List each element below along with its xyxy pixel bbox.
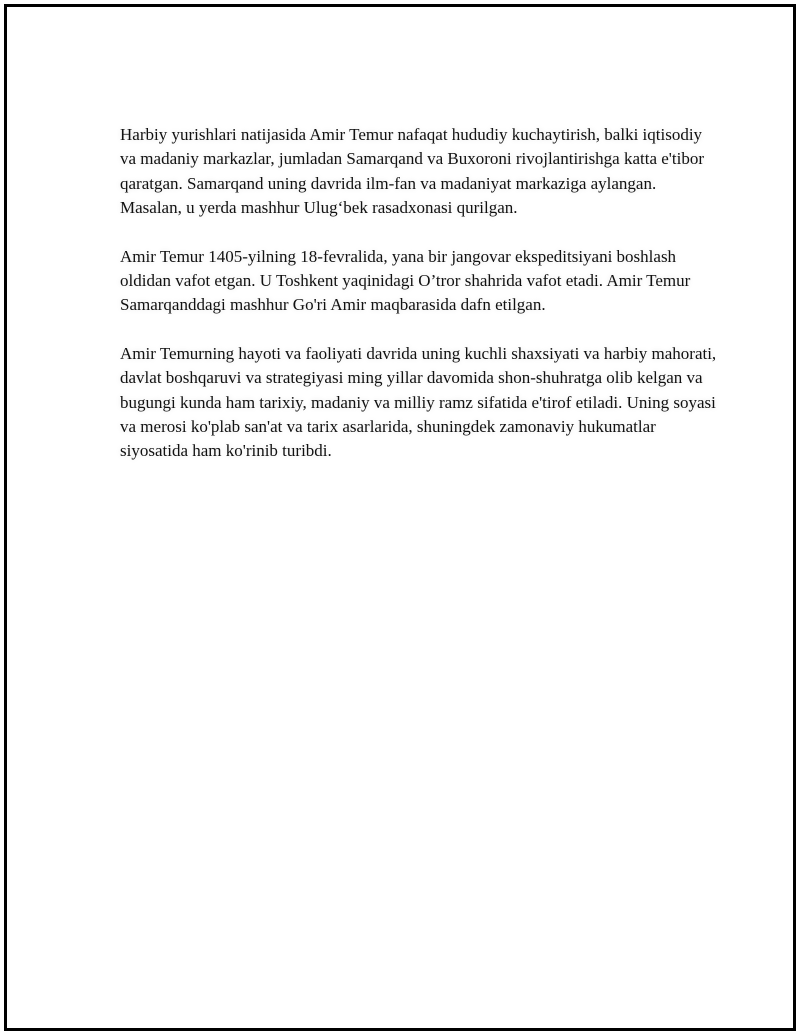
- paragraph-2: Amir Temur 1405-yilning 18-fevralida, yana bir jangovar ekspeditsiyani boshlash oldidan vafot etgan. U Toshkent yaqinidagi O’tror shahrida vafot etadi. Amir Temur Samarqanddagi mashhur Go'ri Amir maqbarasida dafn etilgan.: [120, 246, 691, 315]
- document-body: [120, 123, 720, 488]
- paragraph-3: Amir Temurning hayoti va faoliyati davrida uning kuchli shaxsiyati va harbiy mahorati, davlat boshqaruvi va strategiyasi ming yillar davomida shon-shuhratga olib kelgan va bugungi kunda ham tarixiy, madaniy va milliy ramz sifatida e'tirof etiladi. Uning soyasi va merosi ko'plab san'at va tarix asarlarida, shuningdek zamonaviy hukumatlar siyosatida ham ko'rinib turibdi.: [120, 344, 717, 461]
- page-frame: [4, 4, 796, 1031]
- paragraph-1: Harbiy yurishlari natijasida Amir Temur nafaqat hududiy kuchaytirish, balki iqtisodiy va madaniy markazlar, jumladan Samarqand va Buxoroni rivojlantirishga katta e'tibor qaratgan. Samarqand uning davrida ilm-fan va madaniyat markaziga aylangan. Masalan, u yerda mashhur Ulug‘bek rasadxonasi qurilgan.: [120, 125, 704, 217]
